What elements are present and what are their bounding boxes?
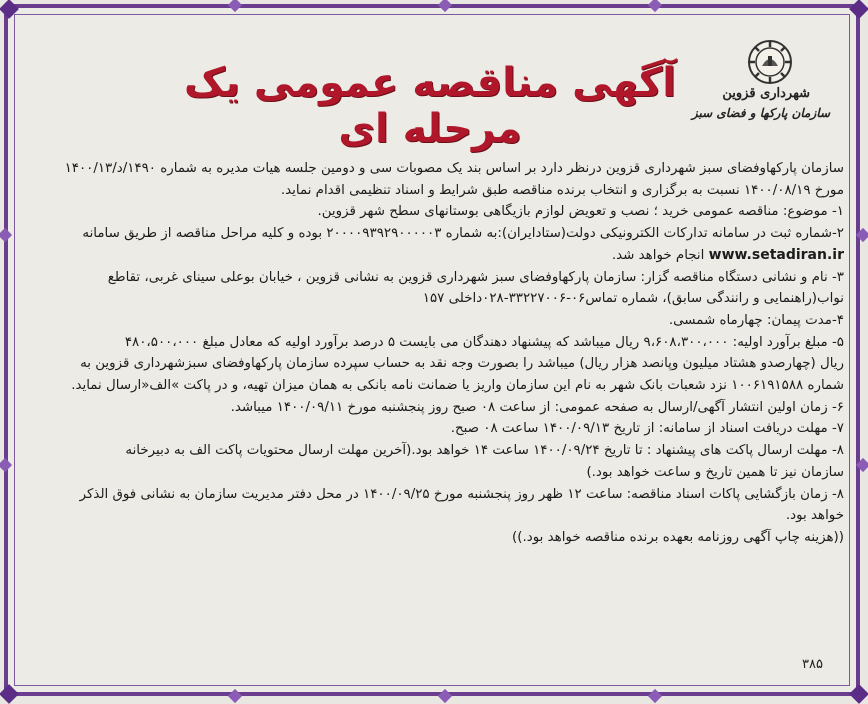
- item-registration-end: انجام خواهد شد.: [611, 247, 705, 263]
- item-publish-time: ۶- زمان اولین انتشار آگهی/ارسال به صفحه عمومی: از ساعت ۰۸ صبح روز پنجشنبه مورخ ۱۴۰۰/۰۹/۱۱ میباشد.: [230, 399, 844, 415]
- item-estimate-cont: شماره ۱۰۰۶۱۹۱۵۸۸ نزد شعبات بانک شهر به نام این سازمان واریز یا ضمانت نامه بانکی به همان میزان تهیه، و در پاکت »الف«ارسال نماید.: [71, 378, 844, 394]
- setadiran-link[interactable]: www.setadiran.ir: [708, 246, 844, 263]
- ad-number: ۳۸۵: [802, 657, 823, 672]
- item-submission-deadline-cont: سازمان نیز تا همین تاریخ و ساعت خواهد بود.): [586, 464, 844, 480]
- item-opening-time-cont: خواهد بود.: [785, 508, 844, 524]
- item-duration: ۴-مدت پیمان: چهارماه شمسی.: [668, 312, 844, 328]
- item-estimate-cont: ریال (چهارصدو هشتاد میلیون وپانصد هزار ریال) میباشد را بصورت وجه نقد به حساب سپرده سازمان پارکهاوفضای سبزشهرداری قزوین به: [80, 356, 844, 372]
- ad-body: [24, 158, 844, 549]
- item-address: ۳- نام و نشانی دستگاه مناقصه گزار: سازمان پارکهاوفضای سبز شهرداری قزوین به نشانی قزوین ، خیابان بوعلی سینای غربی، تقاطع: [107, 269, 844, 285]
- cost-note: ((هزینه چاپ آگهی روزنامه بعهده برنده مناقصه خواهد بود.)): [512, 529, 844, 545]
- municipality-seal-icon: [746, 38, 794, 86]
- intro-line: مورخ ۱۴۰۰/۰۸/۱۹ نسبت به برگزاری و انتخاب برنده مناقصه طبق شرایط و اسناد تنظیمی اقدام نماید.: [280, 182, 844, 198]
- item-address-cont: نواب(راهنمایی و رانندگی سابق)، شماره تماس۰۶-۳۳۲۲۷۰۰۶-۰۲۸داخلی ۱۵۷: [422, 291, 844, 307]
- item-submission-deadline: ۸- مهلت ارسال پاکت های پیشنهاد : تا تاریخ ۱۴۰۰/۰۹/۲۴ ساعت ۱۴ خواهد بود.(آخرین مهلت ارسال محتویات پاکت الف به دبیرخانه: [125, 443, 844, 459]
- item-document-deadline: ۷- مهلت دریافت اسناد از سامانه: از تاریخ ۱۴۰۰/۰۹/۱۳ ساعت ۰۸ صبح.: [450, 421, 844, 437]
- logo-city-name: شهرداری قزوین: [722, 86, 810, 101]
- item-registration: ۲-شماره ثبت در سامانه تدارکات الکترونیکی دولت(ستادایران):به شماره ۲۰۰۰۰۹۳۹۲۹۰۰۰۰۰۳ بوده و کلیه مراحل مناقصه از طریق سامانه: [82, 226, 844, 242]
- item-subject: ۱- موضوع: مناقصه عمومی خرید ؛ نصب و تعویض لوازم بازیگاهی بوستانهای سطح شهر قزوین.: [317, 204, 844, 220]
- municipality-logo: [691, 38, 838, 128]
- intro-line: سازمان پارکهاوفضای سبز شهرداری قزوین درنظر دارد بر اساس بند یک مصوبات سی و دومین جلسه هیات مدیره به شماره ۱۴۹۰/د/۱۴۰۰/۱۳: [64, 161, 844, 176]
- ad-title: آگهی مناقصه عمومی یک مرحله ای: [183, 60, 677, 152]
- item-opening-time: ۸- زمان بازگشایی پاکات اسناد مناقصه: ساعت ۱۲ ظهر روز پنجشنبه مورخ ۱۴۰۰/۰۹/۲۵ در محل دفتر مدیریت سازمان به نشانی فوق الذکر: [79, 486, 844, 502]
- logo-org-name: سازمان پارکها و فضای سبز: [691, 106, 830, 120]
- item-estimate: ۵- مبلغ برآورد اولیه: ۹،۶۰۸،۳۰۰،۰۰۰ ریال میباشد که پیشنهاد دهندگان می بایست ۵ درصد برآورد اولیه که معادل مبلغ ۴۸۰،۵۰۰،۰۰۰: [124, 334, 844, 350]
- item-registration-cont: [24, 245, 844, 267]
